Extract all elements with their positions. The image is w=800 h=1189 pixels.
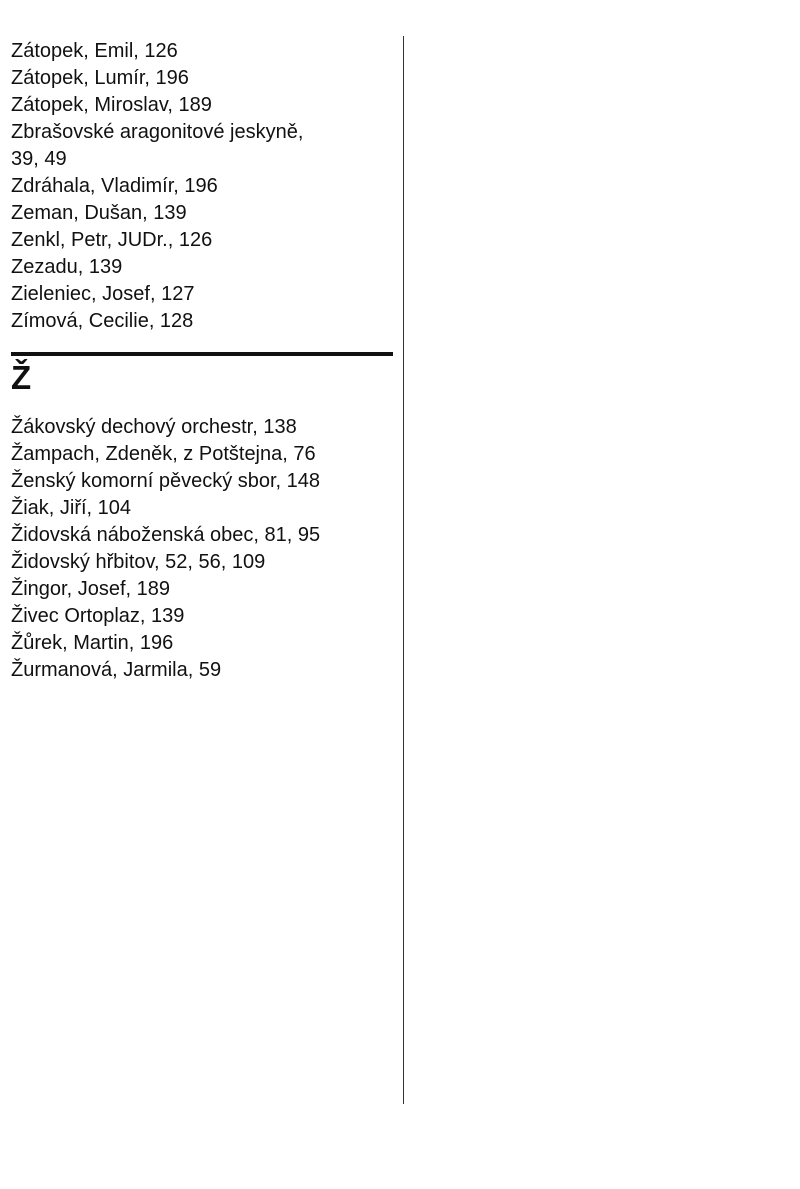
column-divider	[403, 36, 404, 1104]
index-entry: Zbrašovské aragonitové jeskyně,	[11, 121, 304, 143]
index-section-z	[11, 38, 396, 335]
index-entry: Žiak, Jiří, 104	[11, 497, 132, 519]
index-entry: Zímová, Cecilie, 128	[11, 310, 194, 332]
index-entry: Žůrek, Martin, 196	[11, 632, 174, 654]
index-entry: Zieleniec, Josef, 127	[11, 283, 195, 305]
index-entry: Židovská náboženská obec, 81, 95	[11, 524, 321, 546]
index-entry: Zátopek, Miroslav, 189	[11, 94, 212, 116]
section-divider-rule	[11, 352, 393, 356]
index-entry: Zeman, Dušan, 139	[11, 202, 187, 224]
index-entry: Živec Ortoplaz, 139	[11, 605, 185, 627]
index-entry: Židovský hřbitov, 52, 56, 109	[11, 551, 266, 573]
index-entry: Žákovský dechový orchestr, 138	[11, 416, 297, 438]
letter-heading: Ž	[11, 359, 32, 396]
index-entry: Ženský komorní pěvecký sbor, 148	[11, 470, 321, 492]
index-entry: Zezadu, 139	[11, 256, 123, 278]
index-section-zh	[11, 414, 396, 684]
index-entry: Žampach, Zdeněk, z Potštejna, 76	[11, 443, 316, 465]
index-entry: Zátopek, Lumír, 196	[11, 67, 189, 89]
index-entry-continuation: 39, 49	[11, 148, 67, 170]
index-entry: Zdráhala, Vladimír, 196	[11, 175, 218, 197]
index-entry: Žingor, Josef, 189	[11, 578, 170, 600]
index-entry: Žurmanová, Jarmila, 59	[11, 659, 222, 681]
index-entry: Zenkl, Petr, JUDr., 126	[11, 229, 213, 251]
index-entry: Zátopek, Emil, 126	[11, 40, 178, 62]
